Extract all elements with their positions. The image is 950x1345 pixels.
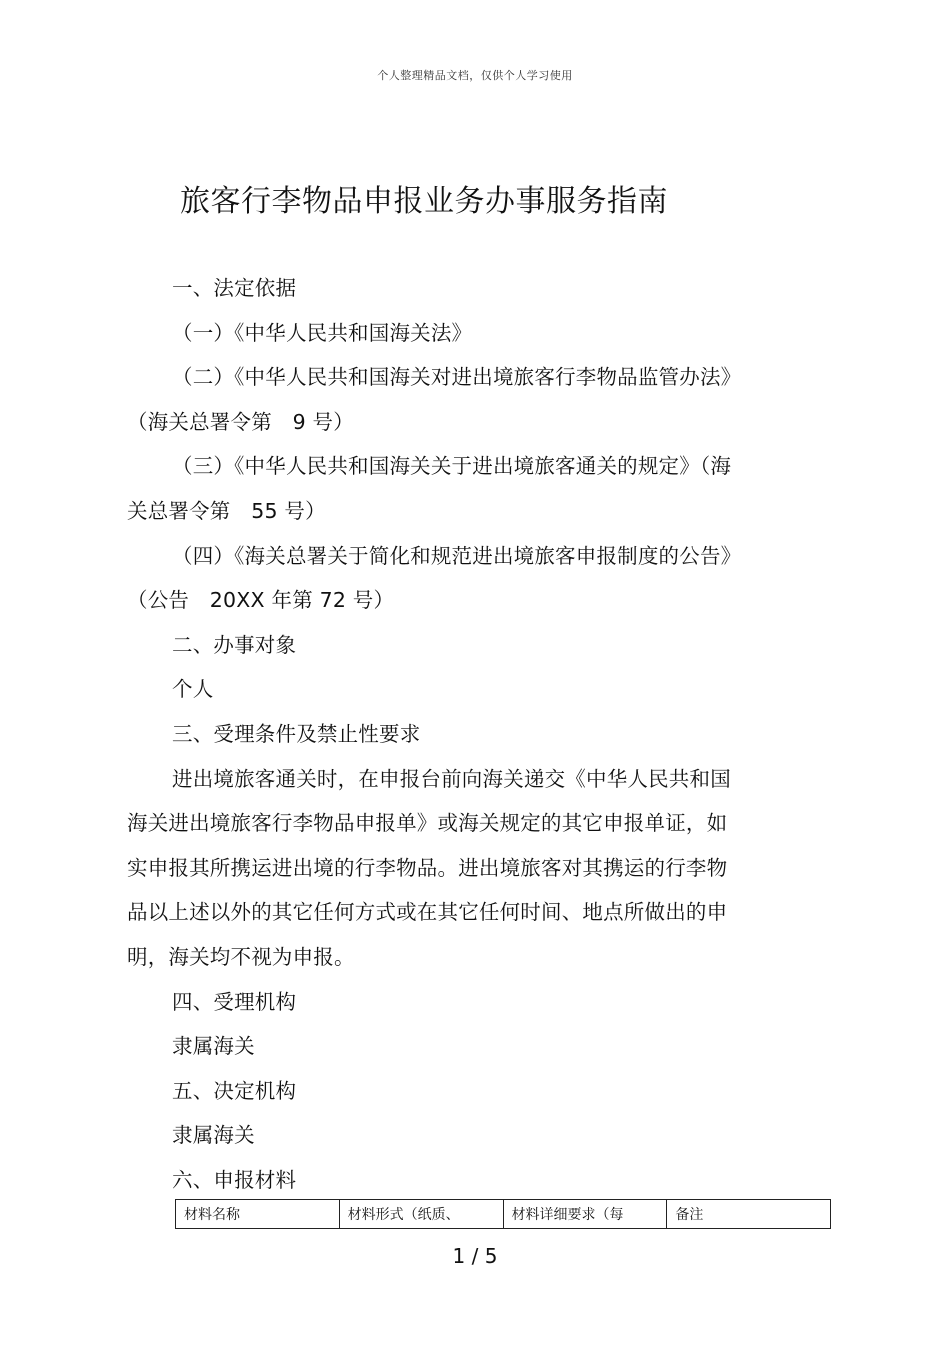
legal-basis-item-2: （二）《中华人民共和国海关对进出境旅客行李物品监管办法》（海关总署令第 9 号） [127, 365, 742, 434]
section-heading-conditions: 三、受理条件及禁止性要求 [172, 721, 421, 746]
section-heading-deciding-agency: 五、决定机构 [172, 1078, 297, 1103]
legal-basis-item-4: （四）《海关总署关于简化和规范进出境旅客申报制度的公告》（公告 20XX 年第 72 号） [127, 543, 742, 613]
target-body: 个人 [172, 677, 214, 702]
legal-basis-item-3: （三）《中华人民共和国海关关于进出境旅客通关的规定》（海关总署令第 55 号） [127, 454, 732, 523]
materials-table [175, 1199, 831, 1229]
deciding-agency-body: 隶属海关 [172, 1123, 255, 1148]
section-heading-target: 二、办事对象 [172, 632, 297, 657]
section-heading-accepting-agency: 四、受理机构 [172, 989, 297, 1014]
page-number: 1 / 5 [452, 1244, 498, 1268]
section-heading-legal-basis: 一、法定依据 [172, 276, 297, 300]
legal-basis-item-1: （一）《中华人民共和国海关法》 [172, 320, 473, 345]
document-body [127, 266, 747, 1202]
table-header-row [176, 1200, 831, 1229]
section-heading-materials: 六、申报材料 [172, 1167, 297, 1192]
document-title: 旅客行李物品申报业务办事服务指南 [180, 184, 668, 219]
table-header-cell: 材料详细要求（每 [503, 1200, 667, 1229]
header-note: 个人整理精品文档，仅供个人学习使用 [377, 69, 573, 82]
table-header-cell: 材料名称 [176, 1200, 340, 1229]
table-header-cell: 材料形式（纸质、 [339, 1200, 503, 1229]
accepting-agency-body: 隶属海关 [172, 1034, 255, 1059]
conditions-body: 进出境旅客通关时，在申报台前向海关递交《中华人民共和国海关进出境旅客行李物品申报单》或海关规定的其它申报单证，如实申报其所携运进出境的行李物品。进出境旅客对其携运的行李物品以上述以外的其它任何方式或在其它任何时间、地点所做出的申明，海关均不视为申报。 [127, 766, 731, 969]
table-header-cell: 备注 [667, 1200, 831, 1229]
